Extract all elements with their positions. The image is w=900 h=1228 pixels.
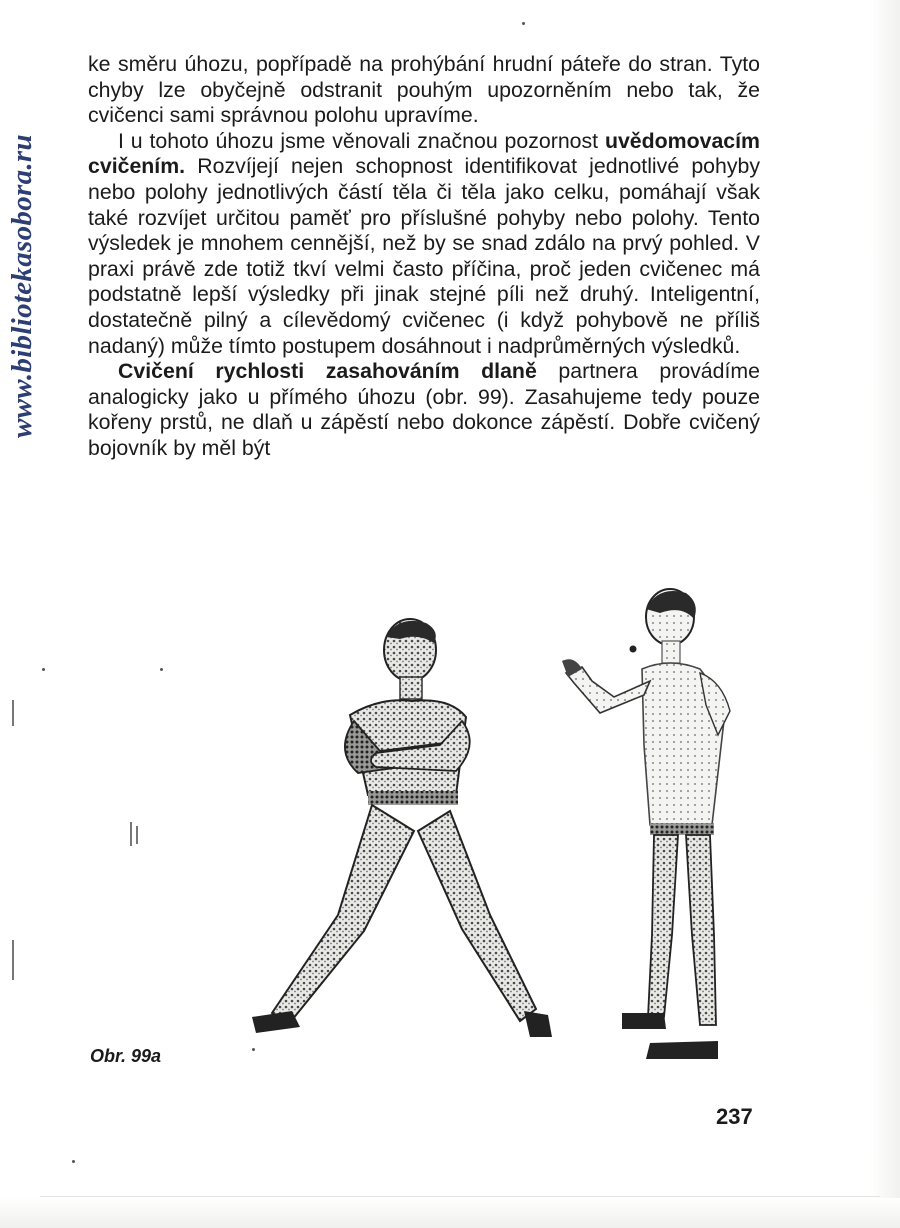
scan-margin-mark — [136, 826, 138, 844]
scan-margin-mark — [130, 822, 132, 846]
two-fighters-illustration-icon — [230, 585, 760, 1075]
scan-edge-bottom — [0, 1198, 900, 1228]
paragraph-3-rest: partnera provádíme analogicky jako u přímého úhozu (obr. 99). Zasahujeme tedy pouze kořeny prstů, ne dlaň u zápěstí nebo dokonce zápěstí. Dobře cvičený bojovník by měl být — [88, 359, 760, 460]
paragraph-2 — [88, 129, 760, 359]
page-number: 237 — [716, 1104, 753, 1129]
watermark-url: www.bibliotekasobora.ru — [6, 134, 38, 438]
scan-speck — [252, 1048, 255, 1051]
scan-edge-line — [40, 1196, 880, 1197]
paragraph-2-lead: I u tohoto úhozu jsme věnovali značnou pozornost — [118, 128, 605, 153]
scan-speck — [522, 22, 525, 25]
figure-caption: Obr. 99a — [90, 1046, 162, 1066]
paragraph-3 — [88, 359, 760, 461]
paragraph-2-rest: Rozvíjejí nejen schopnost identifikovat jednotlivé pohyby nebo polohy jednotlivých částí těla či těla jako celku, pomáhají však také rozvíjet určitou paměť pro příslušné pohyby nebo polohy. Tento výsledek je mnohem cennější, než by se snad zdálo na prvý pohled. V praxi právě zde totiž tkví velmi často příčina, proč jeden cvičenec má podstatně lepší výsledky při jinak stejné píli než druhý. Inteligentní, dostatečně pilný a cílevědomý cvičenec (i když pohybově ne příliš nadaný) může tímto postupem dosáhnout i nadprůměrných výsledků. — [88, 154, 760, 358]
scan-speck — [72, 1160, 75, 1163]
paragraph-2-bold: uvědomovacím cvičením. — [88, 128, 760, 179]
scan-margin-mark — [12, 940, 14, 980]
paragraph-3-bold: Cvičení rychlosti zasahováním dlaně — [118, 359, 537, 384]
scan-speck — [42, 668, 45, 671]
right-fighter-figure — [562, 589, 730, 1059]
body-text — [88, 52, 760, 462]
scan-margin-mark — [12, 700, 14, 726]
scan-edge-right — [870, 0, 900, 1228]
figure-illustration — [230, 585, 760, 1075]
paragraph-1: ke směru úhozu, popřípadě na prohýbání hrudní páteře do stran. Tyto chyby lze obyčejně odstranit pouhým upozorněním nebo tak, že cvičenci sami správnou polohu upravíme. — [88, 52, 760, 128]
left-fighter-figure — [252, 619, 552, 1037]
scan-speck — [160, 668, 163, 671]
